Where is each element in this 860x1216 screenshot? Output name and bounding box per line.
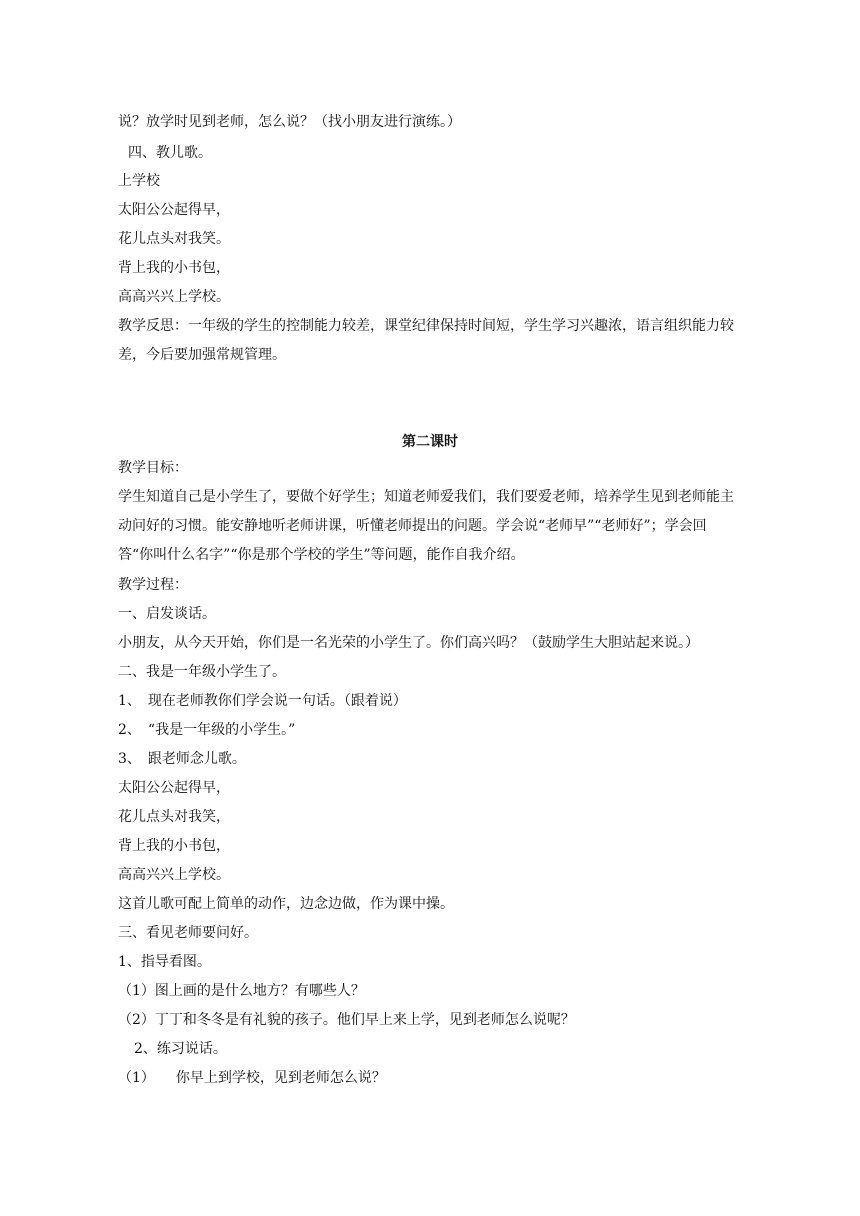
- lesson-heading: 第二课时: [402, 434, 458, 450]
- paragraph-continuation: 说？放学时见到老师，怎么说？（找小朋友进行演练。）: [118, 114, 461, 130]
- step-1-text: 小朋友，从今天开始，你们是一名光荣的小学生了。你们高兴吗？（鼓励学生大胆站起来说。）: [118, 635, 699, 651]
- poem-line-3: 背上我的小书包，: [118, 838, 230, 854]
- poem-line-2: 花儿点头对我笑。: [118, 231, 230, 247]
- poem-line-3: 背上我的小书包，: [118, 260, 230, 276]
- poem-note: 这首儿歌可配上简单的动作，边念边做，作为课中操。: [118, 896, 454, 912]
- step-2-item-2: 2、 “我是一年级的小学生。”: [118, 722, 296, 738]
- step-3-question-2: （2）丁丁和冬冬是有礼貌的孩子。他们早上来上学，见到老师怎么说呢？: [118, 1012, 575, 1028]
- step-3-practice-1: （1） 你早上到学校，见到老师怎么说？: [118, 1070, 386, 1086]
- step-1-heading: 一、启发谈话。: [118, 606, 216, 622]
- poem-line-4: 高高兴兴上学校。: [118, 867, 230, 883]
- step-2-heading: 二、我是一年级小学生了。: [118, 664, 286, 680]
- step-3-item-2: 2、练习说话。: [134, 1041, 227, 1057]
- step-3-item-1: 1、指导看图。: [118, 954, 211, 970]
- poem-line-4: 高高兴兴上学校。: [118, 289, 230, 305]
- poem-line-1: 太阳公公起得早，: [118, 780, 230, 796]
- step-3-heading: 三、看见老师要问好。: [118, 925, 258, 941]
- poem-line-1: 太阳公公起得早，: [118, 202, 230, 218]
- teaching-reflection: 教学反思：一年级的学生的控制能力较差，课堂纪律保持时间短，学生学习兴趣浓，语言组织能力较差，今后要加强常规管理。: [118, 318, 734, 363]
- poem-line-2: 花儿点头对我笑，: [118, 809, 230, 825]
- section-heading-4: 四、教儿歌。: [128, 145, 212, 161]
- goals-label: 教学目标：: [118, 460, 188, 476]
- step-2-item-3: 3、 跟老师念儿歌。: [118, 751, 246, 767]
- poem-title: 上学校: [118, 173, 160, 189]
- step-3-question-1: （1）图上画的是什么地方？有哪些人？: [118, 983, 365, 999]
- goals-text: 学生知道自己是小学生了，要做个好学生；知道老师爱我们，我们要爱老师，培养学生见到老师能主动问好的习惯。能安静地听老师讲课，听懂老师提出的问题。学会说“老师早”“老师好”；学会回答“你叫什么名字”“你是那个学校的学生”等问题，能作自我介绍。: [118, 489, 734, 563]
- step-2-item-1: 1、 现在老师教你们学会说一句话。（跟着说）: [118, 693, 407, 709]
- process-label: 教学过程：: [118, 577, 188, 593]
